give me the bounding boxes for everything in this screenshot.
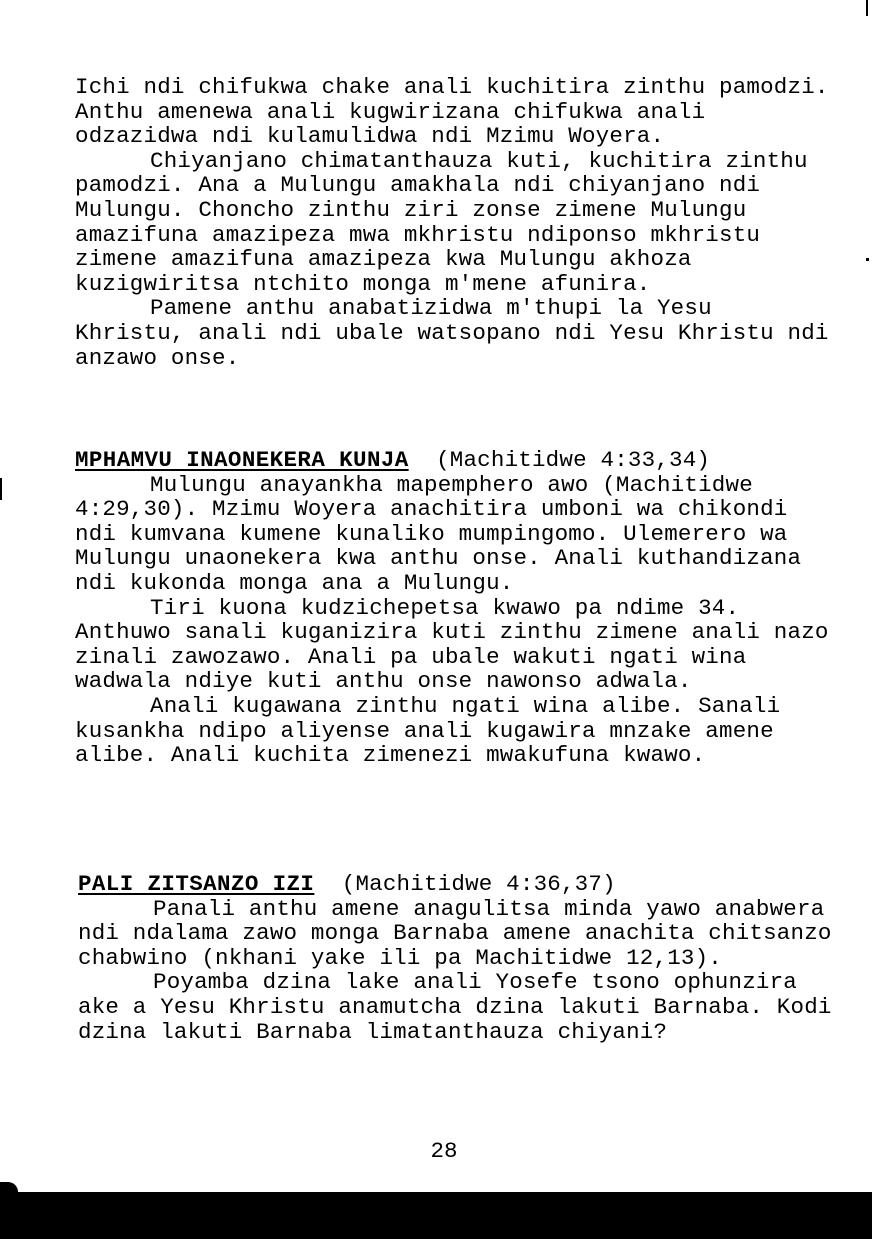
scan-speck bbox=[866, 258, 869, 261]
paragraph: Panali anthu amene anagulitsa minda yawo anabwera ndi ndalama zawo monga Barnaba amene anachita chitsanzo chabwino (nkhani yake ili pa Machitidwe 12,13). bbox=[78, 895, 832, 971]
paragraph: Anali kugawana zinthu ngati wina alibe. Sanali kusankha ndipo aliyense anali kugawira mnzake amene alibe. Anali kuchita zimenezi mwakufuna kwawo. bbox=[75, 692, 781, 769]
section-heading: PALI ZITSANZO IZI bbox=[78, 871, 315, 897]
paragraph: Pamene anthu anabatizidwa m'thupi la Yesu Khristu, anali ndi ubale watsopano ndi Yesu Khristu ndi anzawo onse. bbox=[75, 295, 829, 371]
page-number: 28 bbox=[430, 1138, 458, 1164]
section-heading-line bbox=[75, 448, 835, 473]
section-zitsanzo bbox=[78, 872, 838, 1044]
paragraph: Poyamba dzina lake anali Yosefe tsono ophunzira ake a Yesu Khristu anamutcha dzina lakuti Barnaba. Kodi dzina lakuti Barnaba limatanthauza chiyani? bbox=[78, 969, 832, 1045]
section-reference: (Machitidwe 4:33,34) bbox=[436, 447, 711, 473]
paragraph: Chiyanjano chimatanthauza kuti, kuchitira zinthu pamodzi. Ana a Mulungu amakhala ndi chiyanjano ndi Mulungu. Choncho zinthu ziri zonse zimene Mulungu amazifuna amazipeza mwa mkhristu ndiponso mkhristu zimene amazifuna amazipeza kwa Mulungu akhoza kuzigwiritsa ntchito monga m'mene afunira. bbox=[75, 147, 808, 297]
section-heading-line bbox=[78, 872, 838, 897]
section-reference: (Machitidwe 4:36,37) bbox=[341, 871, 616, 897]
paragraph: Mulungu anayankha mapemphero awo (Machitidwe 4:29,30). Mzimu Woyera anachitira umboni wa chikondi ndi kumvana kumene kunaliko mumpingomo. Ulemerero wa Mulungu unaonekera kwa anthu onse. Anali kuthandizana ndi kukonda monga ana a Mulungu. bbox=[75, 471, 802, 596]
intro-text bbox=[75, 75, 835, 370]
section-mphamvu bbox=[75, 448, 835, 768]
paragraph: Ichi ndi chifukwa chake anali kuchitira zinthu pamodzi. Anthu amenewa anali kugwirizana chifukwa anali odzazidwa ndi kulamulidwa ndi Mzimu Woyera. bbox=[75, 74, 829, 150]
scan-mark bbox=[866, 0, 868, 16]
scan-edge bbox=[0, 1192, 872, 1239]
section-heading: MPHAMVU INAONEKERA KUNJA bbox=[75, 447, 409, 473]
scan-mark bbox=[0, 478, 2, 500]
paragraph: Tiri kuona kudzichepetsa kwawo pa ndime 34. Anthuwo sanali kuganizira kuti zinthu zimene anali nazo zinali zawozawo. Anali pa ubale wakuti ngati wina wadwala ndiye kuti anthu onse nawonso adwala. bbox=[75, 594, 829, 695]
